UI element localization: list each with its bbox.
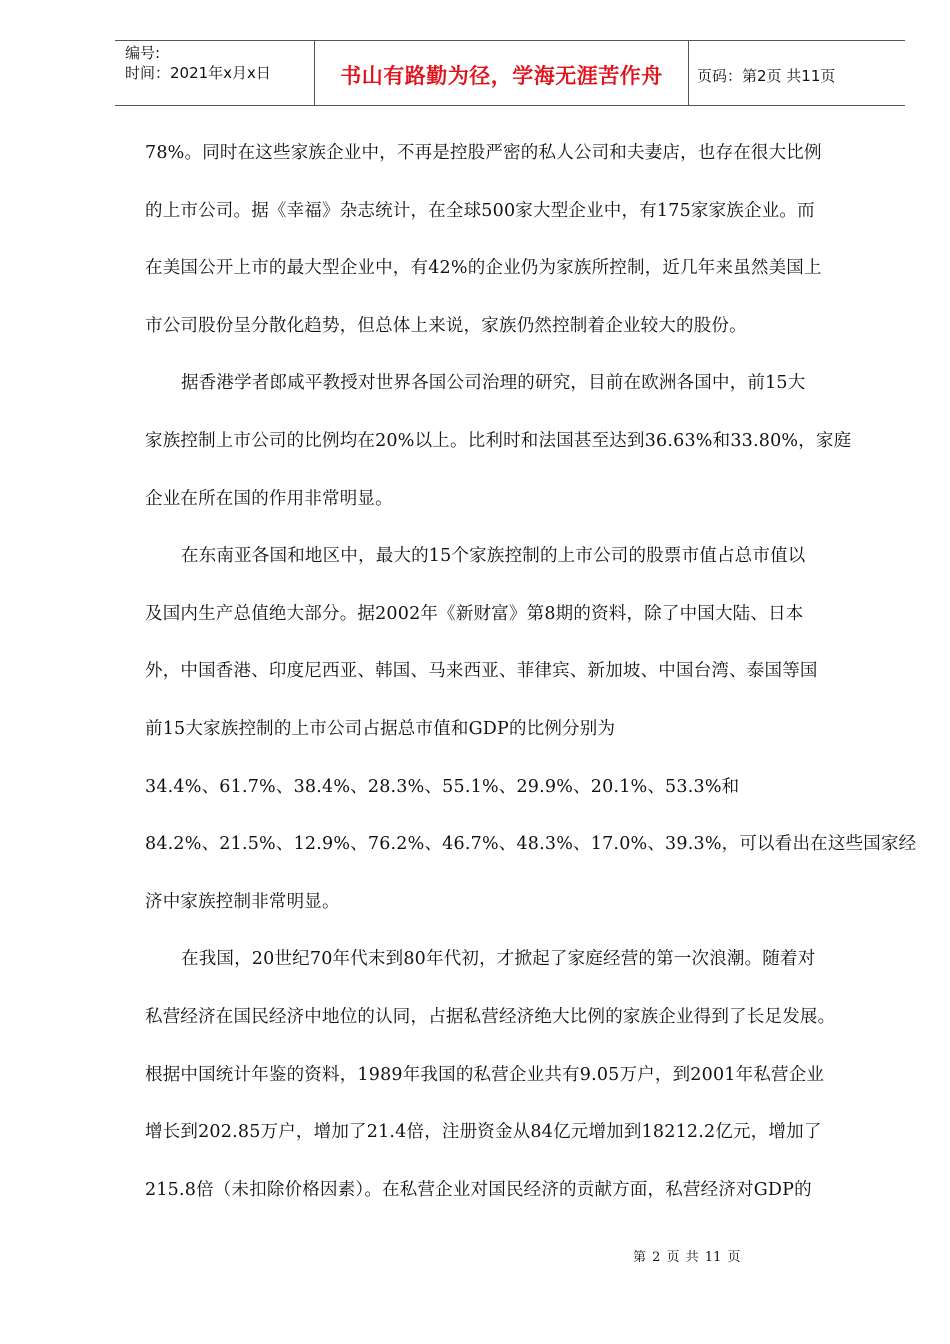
header-page-info: 页码：第2页 共11页 (697, 66, 836, 85)
text-line: 215.8倍（未扣除价格因素）。在私营企业对国民经济的贡献方面，私营经济对GDP的 (145, 1179, 812, 1200)
paragraph-first-line: 据香港学者郎咸平教授对世界各国公司治理的研究，目前在欧洲各国中，前15大 (181, 373, 806, 394)
text-line: 根据中国统计年鉴的资料，1989年我国的私营企业共有9.05万户，到2001年私营企业 (145, 1064, 825, 1085)
text-line: 济中家族控制非常明显。 (145, 891, 340, 912)
text-line: 34.4%、61.7%、38.4%、28.3%、55.1%、29.9%、20.1%、53.3%和 (145, 776, 740, 797)
text-line: 外，中国香港、印度尼西亚、韩国、马来西亚、菲律宾、新加坡、中国台湾、泰国等国 (145, 661, 818, 682)
text-line: 78%。同时在这些家族企业中，不再是控股严密的私人公司和夫妻店，也存在很大比例 (145, 143, 822, 163)
text-line: 及国内生产总值绝大部分。据2002年《新财富》第8期的资料，除了中国大陆、日本 (145, 603, 804, 624)
text-line: 私营经济在国民经济中地位的认同，占据私营经济绝大比例的家族企业得到了长足发展。 (145, 1006, 836, 1027)
text-line: 增长到202.85万户，增加了21.4倍，注册资金从84亿元增加到18212.2亿元，增加了 (145, 1122, 822, 1143)
page-header (115, 40, 905, 106)
text-line: 企业在所在国的作用非常明显。 (145, 488, 393, 509)
paragraph-first-line: 在东南亚各国和地区中，最大的15个家族控制的上市公司的股票市值占总市值以 (181, 546, 806, 567)
document-body (145, 125, 917, 1219)
header-motto: 书山有路勤为径，学海无涯苦作舟 (315, 41, 689, 105)
document-time-label: 时间：2021年x月x日 (125, 64, 271, 82)
text-line: 在美国公开上市的最大型企业中，有42%的企业仍为家族所控制，近几年来虽然美国上 (145, 258, 822, 279)
text-line: 家族控制上市公司的比例均在20%以上。比利时和法国甚至达到36.63%和33.80%，家庭 (145, 430, 852, 451)
header-meta (115, 41, 315, 105)
paragraph-first-line: 在我国，20世纪70年代末到80年代初，才掀起了家庭经营的第一次浪潮。随着对 (181, 949, 816, 970)
text-line: 前15大家族控制的上市公司占据总市值和GDP的比例分别为 (145, 718, 616, 739)
text-line: 的上市公司。据《幸福》杂志统计，在全球500家大型企业中，有175家家族企业。而 (145, 200, 815, 221)
text-line: 84.2%、21.5%、12.9%、76.2%、46.7%、48.3%、17.0%、39.3%，可以看出在这些国家经 (145, 834, 917, 855)
page-footer: 第 2 页 共 11 页 (633, 1250, 741, 1265)
text-line: 市公司股份呈分散化趋势，但总体上来说，家族仍然控制着企业较大的股份。 (145, 315, 747, 336)
document-number-label: 编号: (125, 44, 161, 62)
